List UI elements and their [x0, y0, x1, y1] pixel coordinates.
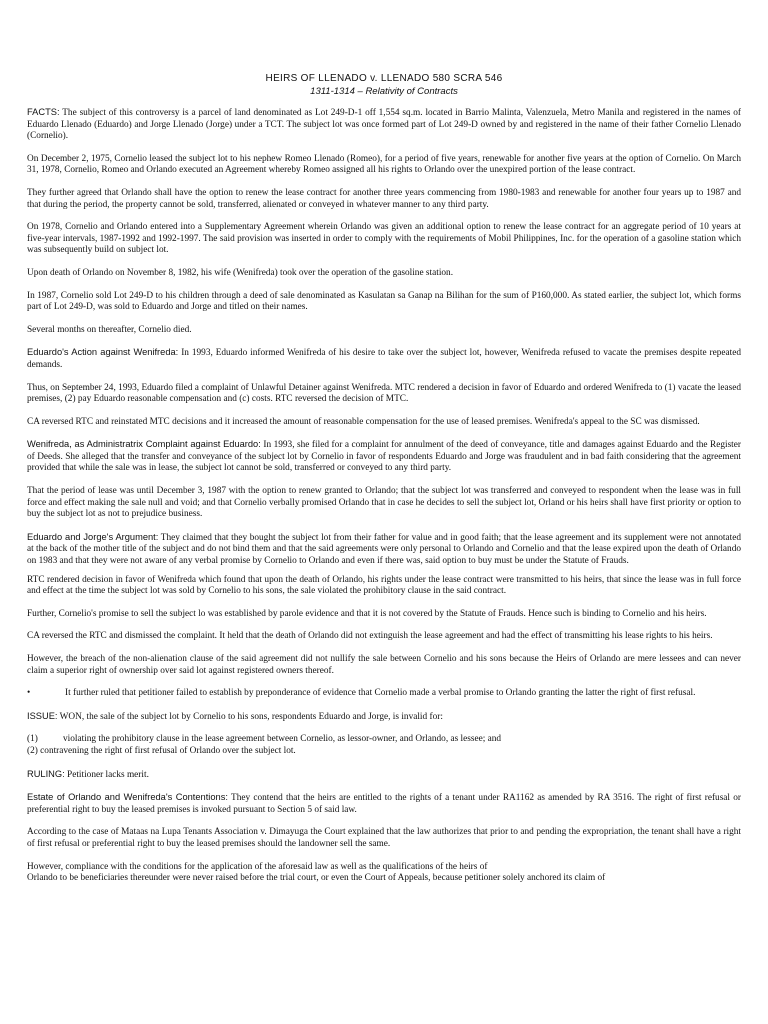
issue-item-number: (1)	[27, 734, 38, 745]
issue-item-text: contravening the right of first refusal of Orlando over the subject lot.	[40, 745, 296, 756]
estate-contentions-paragraph-2: According to the case of Mataas na Lupa Tenants Association v. Dimayuga the Court explained that the law authorizes that prior to and pending the expropriation, the tenant shall have a right of first refusal or preferential right to buy the leased premises should the landowner sell the same.	[27, 827, 741, 849]
facts-label: FACTS:	[27, 107, 60, 117]
ruling-text: Petitioner lacks merit.	[67, 769, 149, 780]
facts-paragraph-6: In 1987, Cornelio sold Lot 249-D to his children through a deed of sale denominated as Kasulatan sa Ganap na Bilihan for the sum of P160,000. As stated earlier, the subject lot, which forms part of Lot 249-D, was sold to Eduardo and Jorge and titled on their names.	[27, 290, 741, 313]
case-title: HEIRS OF LLENADO v. LLENADO 580 SCRA 546	[265, 73, 503, 84]
ruling-paragraph	[27, 769, 741, 782]
case-subtitle: 1311-1314 – Relativity of Contracts	[310, 86, 458, 97]
facts-paragraph-4: On 1978, Cornelio and Orlando entered into a Supplementary Agreement wherein Orlando was given an additional option to renew the lease contract for an aggregate period of 10 years at five-year intervals, 1987-1992 and 1992-1997. The said provision was inserted in order to comply with the requirements of Mobil Philippines, Inc. for the operation of a gasoline station which was subsequently build on subject lot.	[27, 222, 741, 256]
argument-paragraph-3: Further, Cornelio's promise to sell the subject lo was established by parole evidence and that it is not covered by the Statute of Frauds. Hence such is binding to Cornelio and his heirs.	[27, 608, 707, 619]
argument-paragraph-5: However, the breach of the non-alienation clause of the said agreement did not nullify the sale between Cornelio and his sons because the Heirs of Orlando are mere lessees and can never claim a superior right of ownership over said lot against registered owners thereof.	[27, 654, 741, 676]
issue-item	[27, 746, 741, 758]
issue-paragraph	[27, 711, 741, 724]
argument-bullet-text: It further ruled that petitioner failed to establish by preponderance of evidence that Cornelio made a verbal promise to Orlando granting the latter the right of first refusal.	[65, 688, 696, 699]
issue-item-number: (2)	[27, 745, 38, 756]
estate-contentions-line-b: Orlando to be beneficiaries thereunder were never raised before the trial court, or even the Court of Appeals, because petitioner solely anchored its claim of	[27, 873, 606, 884]
eduardo-action-label: Eduardo's Action against Wenifreda:	[27, 347, 179, 358]
argument-paragraph-2: RTC rendered decision in favor of Wenifreda which found that upon the death of Orlando, his rights under the lease contract were transmitted to his heirs, that since the lease was in full force and effect at the time the subject lot was sold by Cornelio to his sons, the sale violated the prohibitory clause in the said contract.	[27, 574, 741, 597]
facts-text: The subject of this controversy is a parcel of land denominated as Lot 249-D-1 off 1,554 sq.m. located in Barrio Malinta, Valenzuela, Metro Manila and registered in the names of Eduardo Llenado (Eduardo) and Jorge Llenado (Jorge) under a TCT. The subject lot was once formed part of Lot 249-D owned by and registered in the name of their father Cornelio Llenado (Cornelio).	[27, 108, 741, 142]
estate-contentions-line-a: However, compliance with the conditions for the application of the aforesaid law as well as the qualifications of the heirs of	[27, 861, 488, 872]
eduardo-action-text: In 1993, Eduardo informed Wenifreda of his desire to take over the subject lot, however, Wenifreda refused to vacate the premises despite repeated demands.	[27, 348, 741, 370]
issue-text: WON, the sale of the subject lot by Cornelio to his sons, respondents Eduardo and Jorge, is invalid for:	[59, 711, 443, 722]
facts-paragraph-3: They further agreed that Orlando shall have the option to renew the lease contract for another three years commencing from 1980-1983 and renewable for another four years up to 1987 and that during the period, the property cannot be sold, transferred, alienated or conveyed in whatever manner to any third party.	[27, 187, 741, 210]
ruling-label: RULING:	[27, 768, 65, 779]
estate-contentions-paragraph	[27, 792, 741, 816]
estate-contentions-label: Estate of Orlando and Wenifreda's Contentions:	[27, 792, 228, 803]
argument-label: Eduardo and Jorge's Argument:	[27, 531, 159, 542]
issue-list	[27, 734, 741, 757]
facts-paragraph-5: Upon death of Orlando on November 8, 1982, his wife (Wenifreda) took over the operation of the gasoline station.	[27, 267, 454, 278]
facts-paragraph	[27, 107, 741, 143]
wenifreda-complaint-text: In 1993, she filed for a complaint for annulment of the deed of conveyance, title and damages against Eduardo and the Register of Deeds. She alleged that the transfer and conveyance of the subject lot by Cornelio in favor of respondents Eduardo and Jorge was fraudulent and in bad faith considering that the agreement provided that while the sale was in lease, the subject lot cannot be sold, transferred or conveyed to any third party.	[27, 440, 741, 474]
facts-paragraph-2: On December 2, 1975, Cornelio leased the subject lot to his nephew Romeo Llenado (Romeo), for a period of five years, renewable for another five years at the option of Cornelio. On March 31, 1978, Cornelio, Romeo and Orlando executed an Agreement whereby Romeo assigned all his rights to Orlando over the unexpired portion of the lease contract.	[27, 153, 741, 176]
bullet-marker: •	[27, 688, 31, 699]
issue-item-text: violating the prohibitory clause in the lease agreement between Cornelio, as lessor-owner, and Orlando, as lessee; and	[63, 734, 502, 745]
wenifreda-complaint-paragraph-2: That the period of lease was until December 3, 1987 with the option to renew granted to Orlando; that the subject lot was transferred and conveyed to respondent when the lease was in full force and effect making the sale null and void; and that Cornelio verbally promised Orlando that in case he decides to sell the subject lot, Orland or his heirs shall have first priority or option to buy the subject lot as not to prejudice business.	[27, 486, 741, 520]
estate-contentions-text: They contend that the heirs are entitled to the rights of a tenant under RA1162 as amended by RA 3516. The right of first refusal or preferential right to buy the leased premises is invoked pursuant to Section 5 of said law.	[27, 793, 741, 815]
issue-item	[27, 734, 741, 746]
eduardo-action-paragraph	[27, 347, 741, 371]
argument-paragraph-6	[27, 688, 741, 700]
argument-text: They claimed that they bought the subject lot from their father for value and in good faith; that the lease agreement and its supplement were not annotated at the back of the mother title of the subject and do not bind them and that the said agreements were only personal to Orlando and Cornelio and that the lease expired upon the death of Orlando on 1983 and that they were not aware of any verbal promise by Cornelio to Orlando and even if there was, said option to buy must be under the Statute of Frauds.	[27, 532, 741, 567]
argument-paragraph-4: CA reversed the RTC and dismissed the complaint. It held that the death of Orlando did not extinguish the lease agreement and had the effect of transmitting his lease rights to his heirs.	[27, 631, 713, 642]
facts-paragraph-7: Several months on thereafter, Cornelio died.	[27, 324, 192, 335]
issue-label: ISSUE:	[27, 710, 58, 721]
wenifreda-complaint-label: Wenifreda, as Administratrix Complaint against Eduardo:	[27, 439, 261, 450]
eduardo-action-paragraph-3: CA reversed RTC and reinstated MTC decisions and it increased the amount of reasonable compensation for the use of leased premises. Wenifreda's appeal to the SC was dismissed.	[27, 416, 700, 427]
eduardo-action-paragraph-2: Thus, on September 24, 1993, Eduardo filed a complaint of Unlawful Detainer against Wenifreda. MTC rendered a decision in favor of Eduardo and ordered Wenifreda to (1) vacate the leased premises, (2) pay Eduardo reasonable compensation and (c) costs. RTC reversed the decision of MTC.	[27, 382, 741, 405]
argument-paragraph	[27, 532, 741, 568]
wenifreda-complaint-paragraph	[27, 439, 741, 475]
